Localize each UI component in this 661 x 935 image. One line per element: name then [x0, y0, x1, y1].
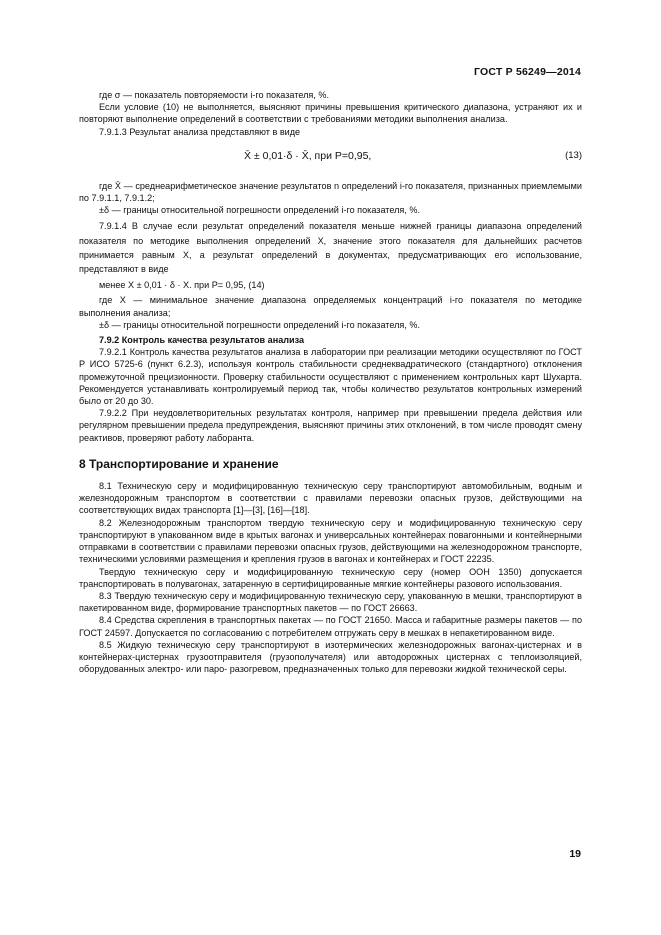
para-7914: 7.9.1.4 В случае если результат определений показателя меньше нижней границы диапазона определений показателя по методике выполнения определений X, значение этого показателя для дальнейших расчетов принимается равным X, а результат определений в документах, предусматривающих его использование, представляют в виде: [79, 221, 582, 275]
para-7922: 7.9.2.2 При неудовлетворительных результатах контроля, например при превышении предела действия или регулярном превышении предела предупреждения, выясняют причины этих отклонений, в том числе проводят смену реактивов, проверяют работу лаборанта.: [79, 408, 582, 443]
para-where-xmin: где X — минимальное значение диапазона определяемых концентраций i-го показателя по методике выполнения анализа;: [79, 295, 582, 318]
subsection-792-title: 7.9.2 Контроль качества результатов анализа: [99, 335, 305, 346]
formula-13-number: (13): [565, 149, 582, 161]
para-pm-delta-2: ±δ — границы относительной погрешности определений i-го показателя, %.: [99, 319, 421, 330]
para-81: 8.1 Техническую серу и модифицированную техническую серу транспортируют автомобильным, водным и железнодорожным транспортом в соответствии с правилами перевозки опасных грузов, действующими на соответствующих видах транспорта [1]—[3], [16]—[18].: [79, 481, 582, 516]
para-where-x: где X̄ — среднеарифметическое значение результатов n определений i-го показателя, признанных приемлемыми по 7.9.1.1, 7.9.1.2;: [79, 180, 582, 204]
para-7913: 7.9.1.3 Результат анализа представляют в виде: [99, 126, 301, 137]
para-less-formula-14: менее X ± 0,01 · δ · X. при P= 0,95, (14): [99, 280, 265, 291]
page-number: 19: [569, 848, 581, 860]
para-82b: Твердую техническую серу и модифицированную техническую серу (номер ООН 1350) допускается транспортировать в полувагонах, затаренную в сертифицированные мягкие контейнеры разового использования.: [79, 566, 582, 589]
section-8-title: 8 Транспортирование и хранение: [79, 456, 279, 471]
para-7921: 7.9.2.1 Контроль качества результатов анализа в лаборатории при реализации методики осуществляют по ГОСТ Р ИСО 5725-6 (пункт 6.2.3), используя контроль стабильности среднеквадратического (стандартного) отклонения промежуточной прецизионности. Проверку стабильности осуществляют с применением контрольных карт Шухарта. Рекомендуется устанавливать контролируемый период так, чтобы количество результатов контрольных измерений было от 20 до 30.: [79, 347, 582, 407]
para-85: 8.5 Жидкую техническую серу транспортируют в изотермических железнодорожных вагонах-цистернах и в контейнерах-цистернах грузоотправителя (грузополучателя) или автодорожных цистернах с теплоизоляцией, оборудованных электро- или паро- разогревом, предназначенных только для перевозки жидкой технической серы.: [79, 639, 582, 675]
para-84: 8.4 Средства скрепления в транспортных пакетах — по ГОСТ 21650. Масса и габаритные размеры пакетов — по ГОСТ 24597. Допускается по согласованию с потребителем отгружать серу в мешках в непакетированном виде.: [79, 615, 582, 638]
formula-13-expr: X̄ ± 0,01·δ · X̄, при P=0,95,: [244, 149, 372, 162]
para-82: 8.2 Железнодорожным транспортом твердую техническую серу и модифицированную техническую серу транспортируют в упакованном виде в крытых вагонах и универсальных контейнерах повагонными и контейнерными отправками в соответствии с правилами перевозки опасных грузов, действующими на железнодорожном транспорте, техническими условиями размещения и крепления грузов в вагонах и контейнерах и ГОСТ 22235.: [79, 517, 582, 565]
para-pm-delta-1: ±δ — границы относительной погрешности определений i-го показателя, %.: [99, 205, 421, 216]
doc-header: ГОСТ Р 56249—2014: [473, 66, 581, 78]
formula-13: [79, 144, 582, 172]
page-body: [79, 89, 582, 675]
para-83: 8.3 Твердую техническую серу и модифицированную техническую серу, упакованную в мешки, транспортируют в пакетированном виде, формирование транспортных пакетов — по ГОСТ 26663.: [79, 590, 582, 614]
para-cond10: Если условие (10) не выполняется, выясняют причины превышения критического диапазона, устраняют их и повторяют выполнение определений в соответствии с требованиями методики выполнения анализа.: [79, 102, 582, 125]
para-where-sigma: где σ — показатель повторяемости i-го показателя, %.: [99, 90, 329, 100]
